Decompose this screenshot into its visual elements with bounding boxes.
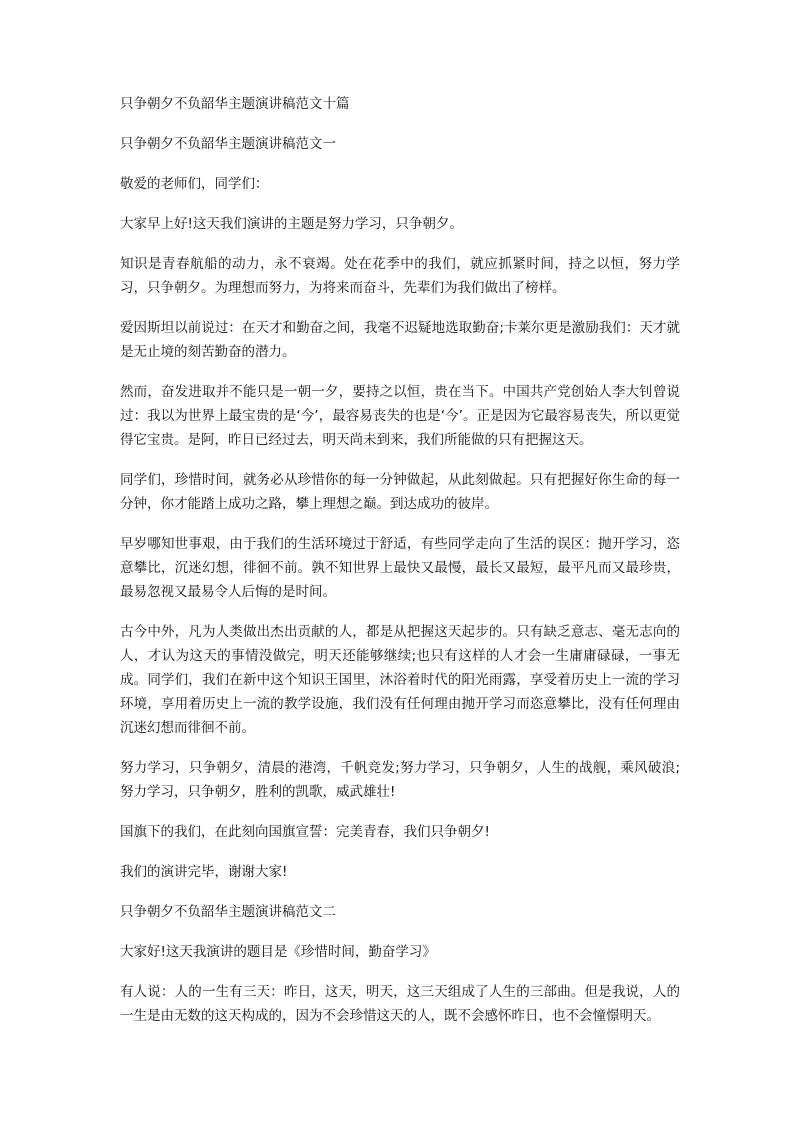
salutation: 敬爱的老师们，同学们： [120, 176, 269, 192]
paragraph: 早岁哪知世事艰，由于我们的生活环境过于舒适，有些同学走向了生活的误区：抛开学习，恣意攀比，沉迷幻想，徘徊不前。孰不知世界上最快又最慢，最长又最短，最平凡而又最珍贵，最易忽视又最易令人后悔的是时间。 [120, 536, 680, 600]
paragraph: 努力学习，只争朝夕，清晨的港湾，千帆竞发;努力学习，只争朝夕，人生的战舰，乘风破浪;努力学习，只争朝夕，胜利的凯歌，威武雄壮! [120, 760, 680, 800]
paragraph: 知识是青春航船的动力，永不衰竭。处在花季中的我们，就应抓紧时间，持之以恒，努力学习，只争朝夕。为理想而努力，为将来而奋斗，先辈们为我们做出了榜样。 [120, 256, 680, 296]
paragraph: 大家好!这天我演讲的题目是《珍惜时间，勤奋学习》 [120, 944, 436, 960]
section-heading-2: 只争朝夕不负韶华主题演讲稿范文二 [120, 904, 336, 920]
paragraph: 有人说：人的一生有三天：昨日，这天，明天，这三天组成了人生的三部曲。但是我说，人的一生是由无数的这天构成的，因为不会珍惜这天的人，既不会感怀昨日，也不会憧憬明天。 [120, 984, 680, 1024]
paragraph: 然而，奋发进取并不能只是一朝一夕，要持之以恒，贵在当下。中国共产党创始人李大钊曾说过：我以为世界上最宝贵的是‘今’，最容易丧失的也是‘今’。正是因为它最容易丧失，所以更觉得它宝贵。是阿，昨日已经过去，明天尚未到来，我们所能做的只有把握这天。 [120, 384, 680, 448]
paragraph: 同学们，珍惜时间，就务必从珍惜你的每一分钟做起，从此刻做起。只有把握好你生命的每一分钟，你才能踏上成功之路，攀上理想之巅。到达成功的彼岸。 [120, 472, 680, 512]
document-page [120, 92, 680, 1044]
document-title: 只争朝夕不负韶华主题演讲稿范文十篇 [120, 96, 350, 112]
paragraph: 古今中外，凡为人类做出杰出贡献的人，都是从把握这天起步的。只有缺乏意志、毫无志向的人，才认为这天的事情没做完，明天还能够继续;也只有这样的人才会一生庸庸碌碌，一事无成。同学们，我们在新中这个知识王国里，沐浴着时代的阳光雨露，享受着历史上一流的学习环境，享用着历史上一流的教学设施，我们没有任何理由抛开学习而恣意攀比，没有任何理由沉迷幻想而徘徊不前。 [120, 624, 680, 736]
paragraph: 爱因斯坦以前说过：在天才和勤奋之间，我毫不迟疑地选取勤奋;卡莱尔更是激励我们：天才就是无止境的刻苦勤奋的潜力。 [120, 320, 680, 360]
paragraph: 国旗下的我们，在此刻向国旗宣誓：完美青春，我们只争朝夕! [120, 824, 490, 840]
paragraph: 我们的演讲完毕，谢谢大家! [120, 864, 288, 880]
paragraph: 大家早上好!这天我们演讲的主题是努力学习，只争朝夕。 [120, 216, 463, 232]
section-heading-1: 只争朝夕不负韶华主题演讲稿范文一 [120, 136, 336, 152]
